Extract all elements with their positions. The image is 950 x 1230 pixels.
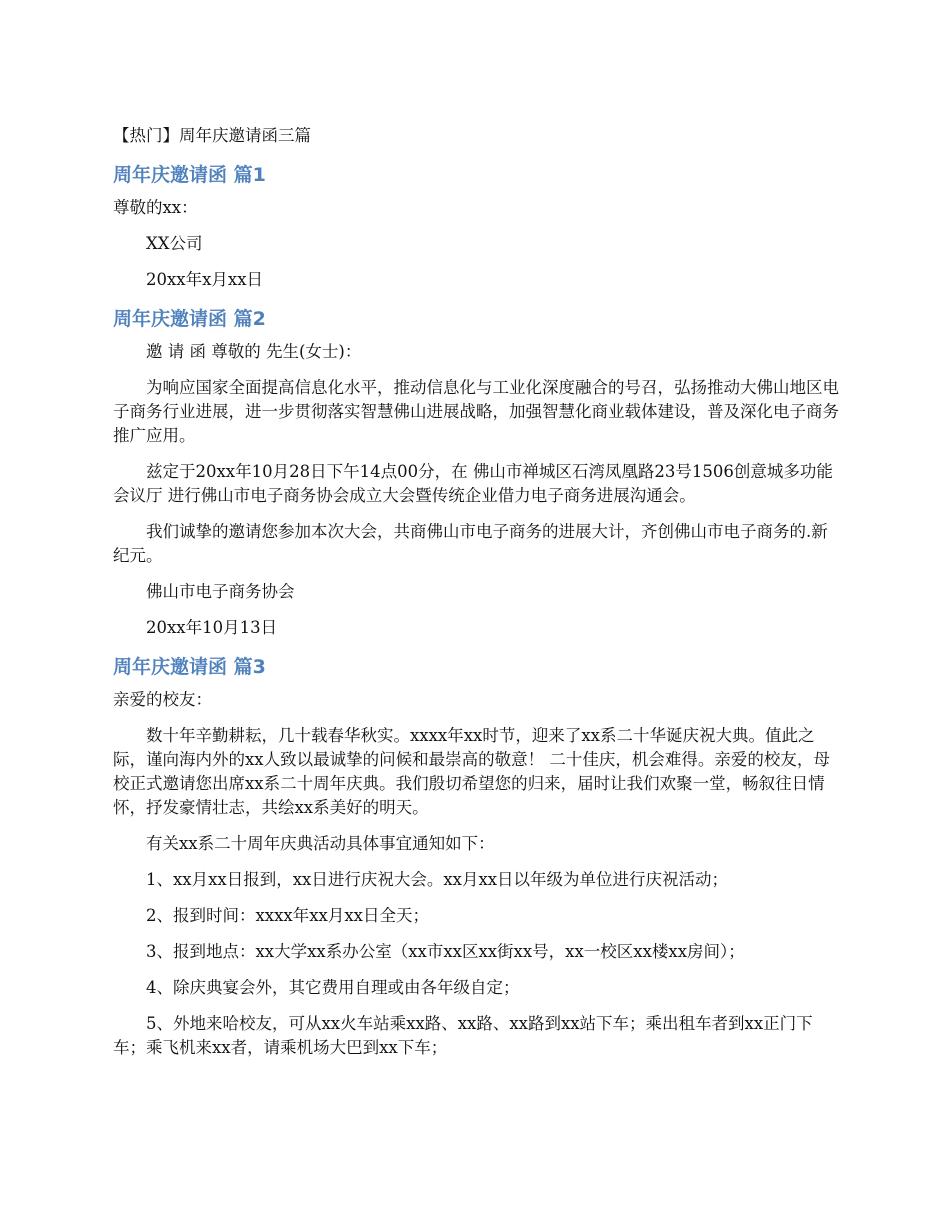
section-1-heading: 周年庆邀请函 篇1: [113, 164, 266, 186]
section-3-item-2: 2、报到时间：xxxx年xx月xx日全天；: [146, 906, 429, 925]
section-2-paragraph-2: 兹定于20xx年10月28日下午14点00分，在 佛山市禅城区石湾凤凰路23号1506创意城多功能会议厅 进行佛山市电子商务协会成立大会暨传统企业借力电子商务进展沟通会。: [113, 462, 833, 505]
section-2-date: 20xx年10月13日: [146, 618, 278, 637]
document-body: [113, 124, 841, 1060]
section-3-paragraph-1: 数十年辛勤耕耘，几十载春华秋实。xxxx年xx时节，迎来了xx系二十华诞庆祝大典。值此之际，谨向海内外的xx人致以最诚挚的问候和最崇高的敬意！ 二十佳庆，机会难得。亲爱的校友，母校正式邀请您出席xx系二十周年庆典。我们殷切希望您的归来，届时让我们欢聚一堂，畅叙往日情怀，抒发豪情壮志，共绘xx系美好的明天。: [113, 726, 830, 817]
document-title: 【热门】周年庆邀请函三篇: [113, 126, 311, 145]
section-3-item-3: 3、报到地点：xx大学xx系办公室（xx市xx区xx街xx号，xx一校区xx楼xx房间）；: [146, 942, 745, 961]
section-1-date: 20xx年x月xx日: [146, 270, 264, 289]
section-2-salutation: 邀 请 函 尊敬的 先生(女士)：: [146, 342, 362, 361]
section-3-heading: 周年庆邀请函 篇3: [113, 656, 266, 678]
section-3-notice-intro: 有关xx系二十周年庆典活动具体事宜通知如下：: [146, 834, 495, 853]
section-3-item-1: 1、xx月xx日报到，xx日进行庆祝大会。xx月xx日以年级为单位进行庆祝活动；: [146, 870, 729, 889]
section-1-company: XX公司: [146, 234, 203, 253]
section-3-item-5: 5、外地来哈校友，可从xx火车站乘xx路、xx路、xx路到xx站下车；乘出租车者到xx正门下车；乘飞机来xx者，请乘机场大巴到xx下车；: [113, 1014, 813, 1057]
section-2-signature: 佛山市电子商务协会: [146, 582, 295, 601]
section-2-paragraph-3: 我们诚挚的邀请您参加本次大会，共商佛山市电子商务的进展大计，齐创佛山市电子商务的.新纪元。: [113, 522, 828, 565]
section-3-greeting: 亲爱的校友：: [113, 690, 212, 709]
section-2-heading: 周年庆邀请函 篇2: [113, 308, 266, 330]
section-1-greeting: 尊敬的xx：: [113, 198, 198, 217]
section-3-item-4: 4、除庆典宴会外，其它费用自理或由各年级自定；: [146, 978, 520, 997]
section-2-paragraph-1: 为响应国家全面提高信息化水平，推动信息化与工业化深度融合的号召，弘扬推动大佛山地区电子商务行业进展，进一步贯彻落实智慧佛山进展战略，加强智慧化商业载体建设，普及深化电子商务推广应用。: [113, 378, 839, 445]
